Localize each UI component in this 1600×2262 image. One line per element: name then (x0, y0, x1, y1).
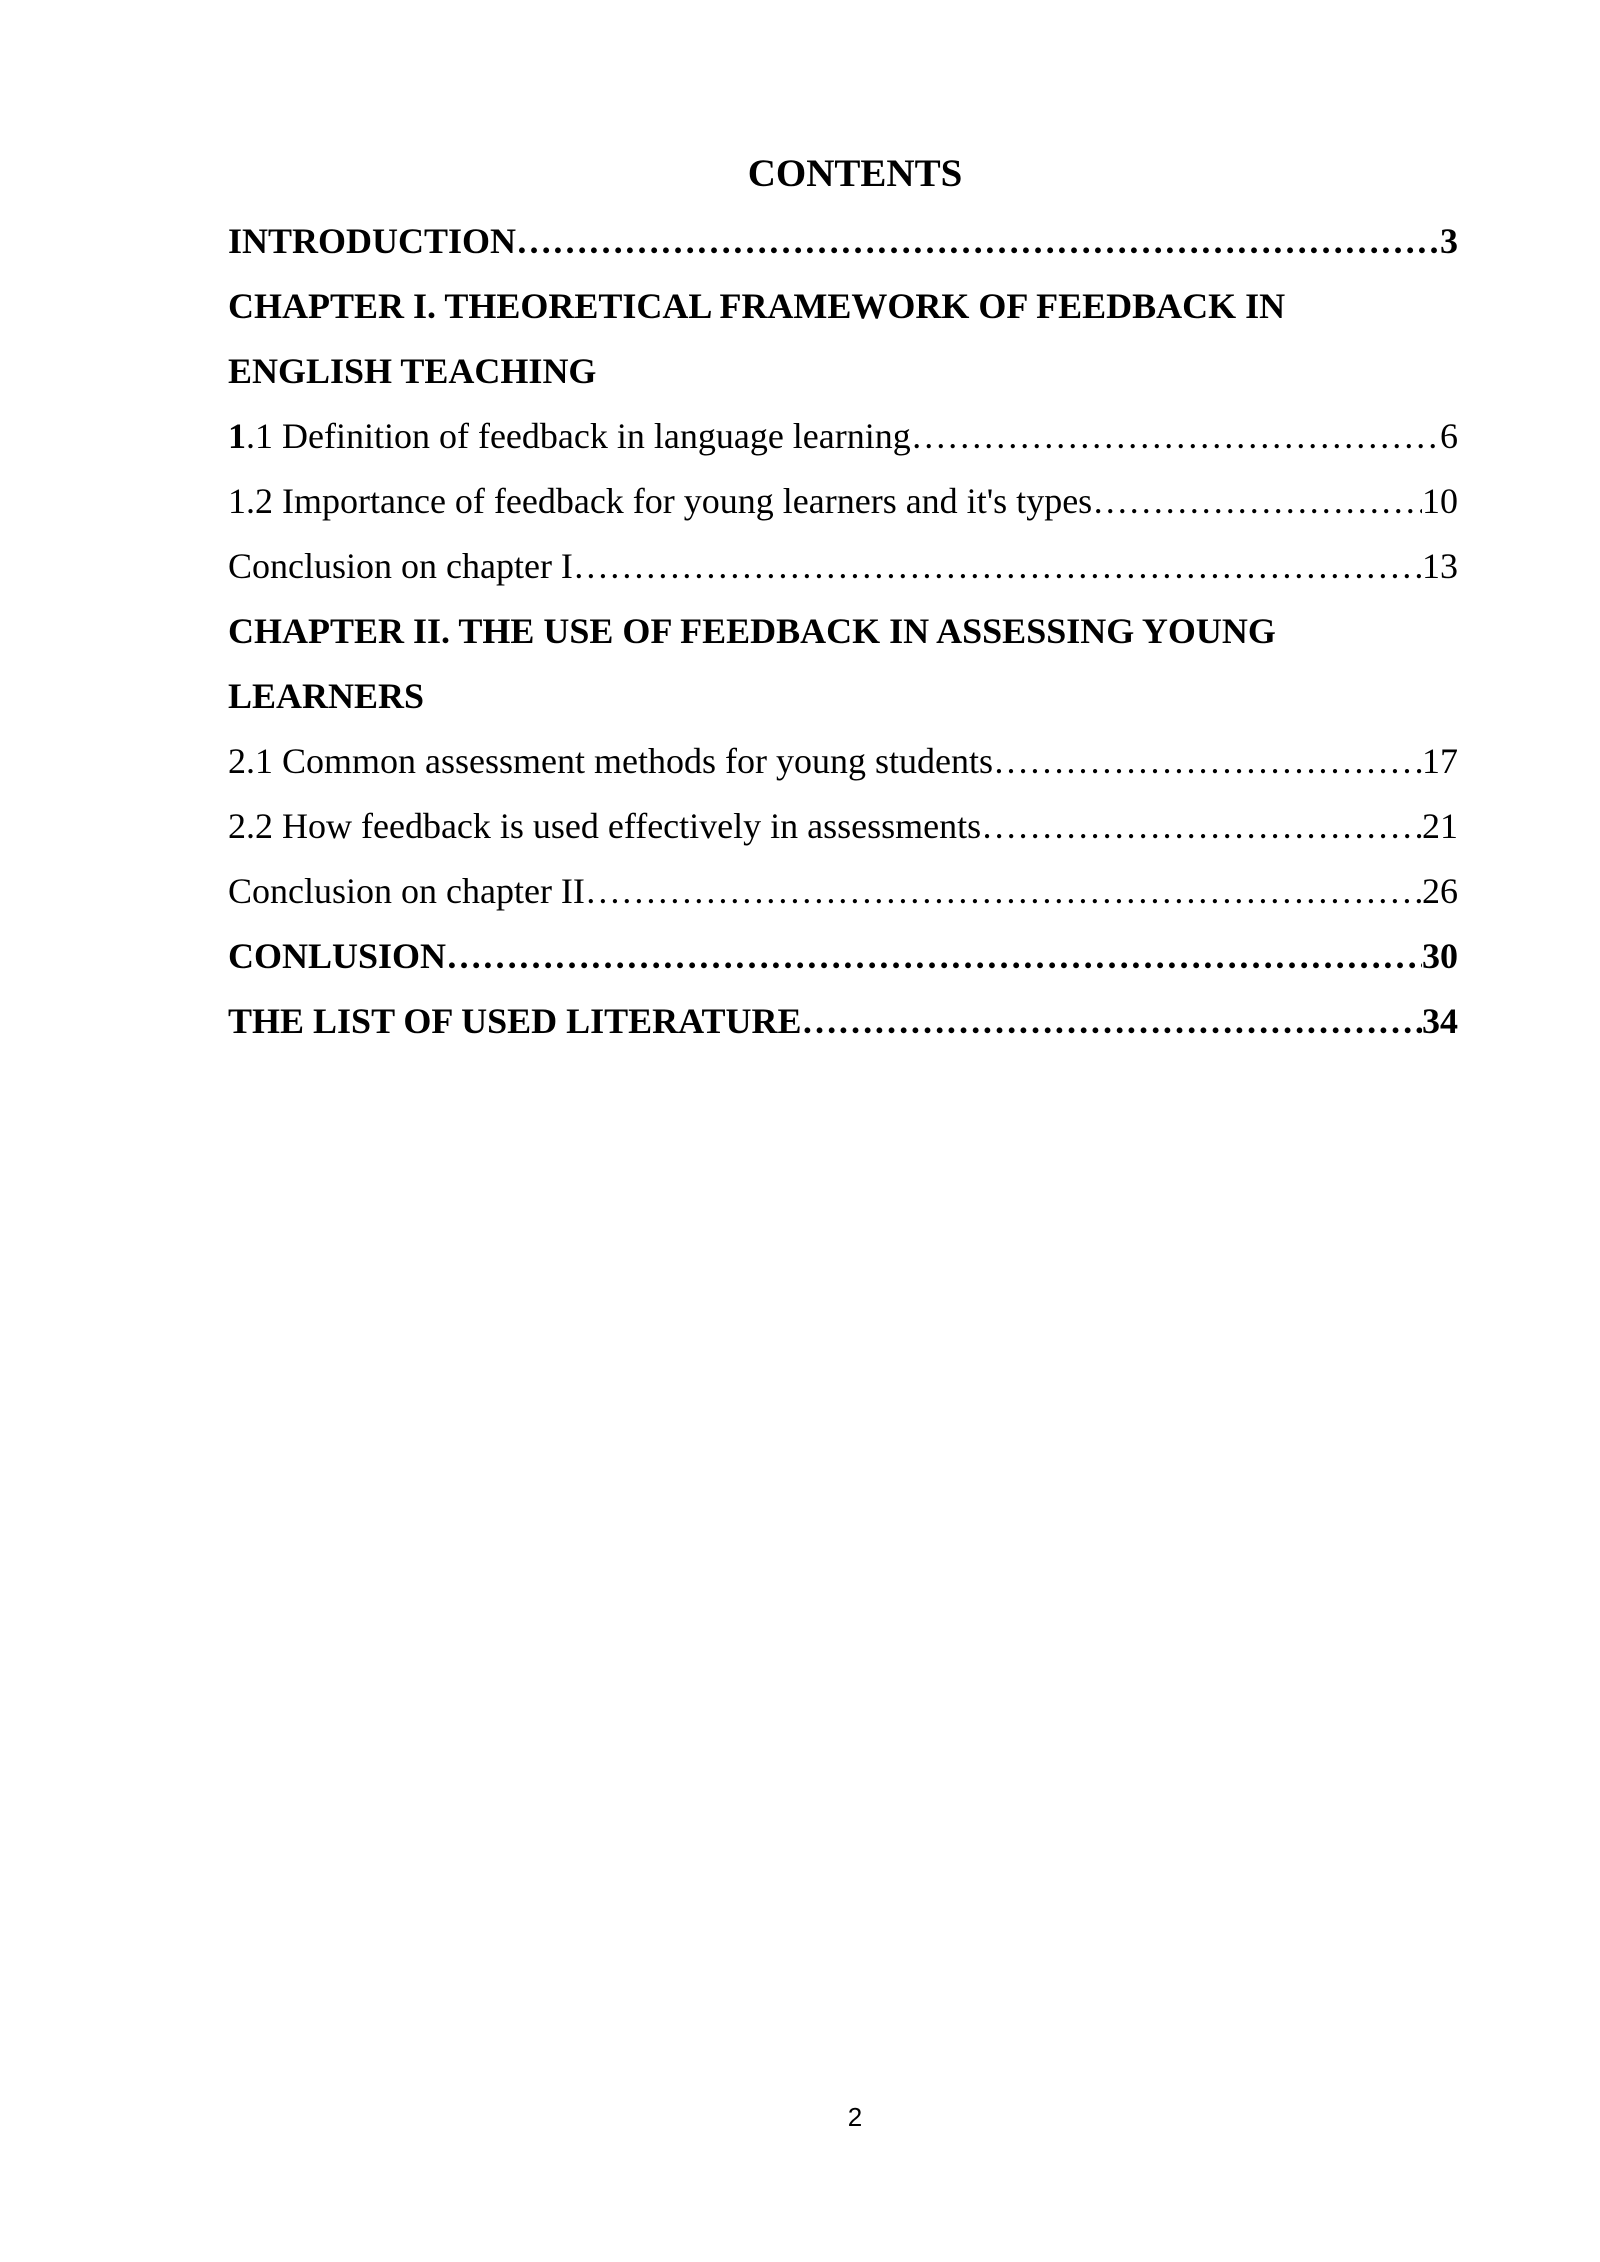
toc-page-number: 34 (1422, 1001, 1458, 1041)
toc-entry-text: 2.1 Common assessment methods for young students (228, 741, 993, 781)
toc-leader-dots (981, 794, 1422, 859)
toc-entry-1-1 (228, 404, 1458, 469)
toc-entry-text: Conclusion on chapter II (228, 871, 585, 911)
toc-chapter-2-heading-line-2 (228, 664, 1458, 729)
toc-entry-text: THE LIST OF USED LITERATURE (228, 1001, 802, 1041)
toc-leader-dots (993, 729, 1422, 794)
toc-page-number: 10 (1422, 481, 1458, 521)
toc-section-number: 1 (228, 416, 246, 456)
toc-leader-dots (446, 924, 1422, 989)
toc-entry-text: 1.2 Importance of feedback for young learners and it's types (228, 481, 1093, 521)
toc-chapter-1-heading-line-1 (228, 274, 1458, 339)
toc-page-number: 26 (1422, 871, 1458, 911)
contents-title: CONTENTS (747, 152, 963, 195)
table-of-contents (228, 209, 1458, 1054)
toc-page-number: 30 (1422, 936, 1458, 976)
toc-entry-text: Conclusion on chapter I (228, 546, 573, 586)
toc-leader-dots (1092, 469, 1422, 534)
toc-chapter-1-heading-line-2 (228, 339, 1458, 404)
toc-entry-conclusion (228, 924, 1458, 989)
toc-entry-text (228, 404, 911, 469)
toc-page-number: 13 (1422, 546, 1458, 586)
toc-leader-dots (516, 209, 1440, 274)
toc-entry-introduction (228, 209, 1458, 274)
toc-leader-dots (802, 989, 1422, 1054)
toc-leader-dots (573, 534, 1422, 599)
toc-leader-dots (911, 404, 1440, 469)
toc-page-number: 6 (1440, 416, 1458, 456)
toc-page-number: 3 (1440, 221, 1458, 261)
toc-entry-text: CHAPTER II. THE USE OF FEEDBACK IN ASSESSING YOUNG (228, 611, 1276, 651)
toc-entry-2-1 (228, 729, 1458, 794)
toc-entry-literature (228, 989, 1458, 1054)
toc-entry-text: LEARNERS (228, 676, 425, 716)
toc-entry-text: CONLUSION (228, 936, 447, 976)
toc-entry-text: 2.2 How feedback is used effectively in assessments (228, 806, 982, 846)
toc-entry-1-2 (228, 469, 1458, 534)
toc-page-number: 17 (1422, 741, 1458, 781)
toc-entry-text: ENGLISH TEACHING (228, 351, 597, 391)
toc-leader-dots (585, 859, 1422, 924)
toc-chapter-2-heading-line-1 (228, 599, 1458, 664)
page-number: 2 (847, 2102, 863, 2132)
toc-entry-text: INTRODUCTION (228, 221, 517, 261)
toc-section-title: .1 Definition of feedback in language learning (246, 416, 911, 456)
toc-page-number: 21 (1422, 806, 1458, 846)
toc-entry-text: CHAPTER I. THEORETICAL FRAMEWORK OF FEEDBACK IN (228, 286, 1286, 326)
toc-entry-2-2 (228, 794, 1458, 859)
toc-entry-conclusion-chapter-2 (228, 859, 1458, 924)
toc-entry-conclusion-chapter-1 (228, 534, 1458, 599)
